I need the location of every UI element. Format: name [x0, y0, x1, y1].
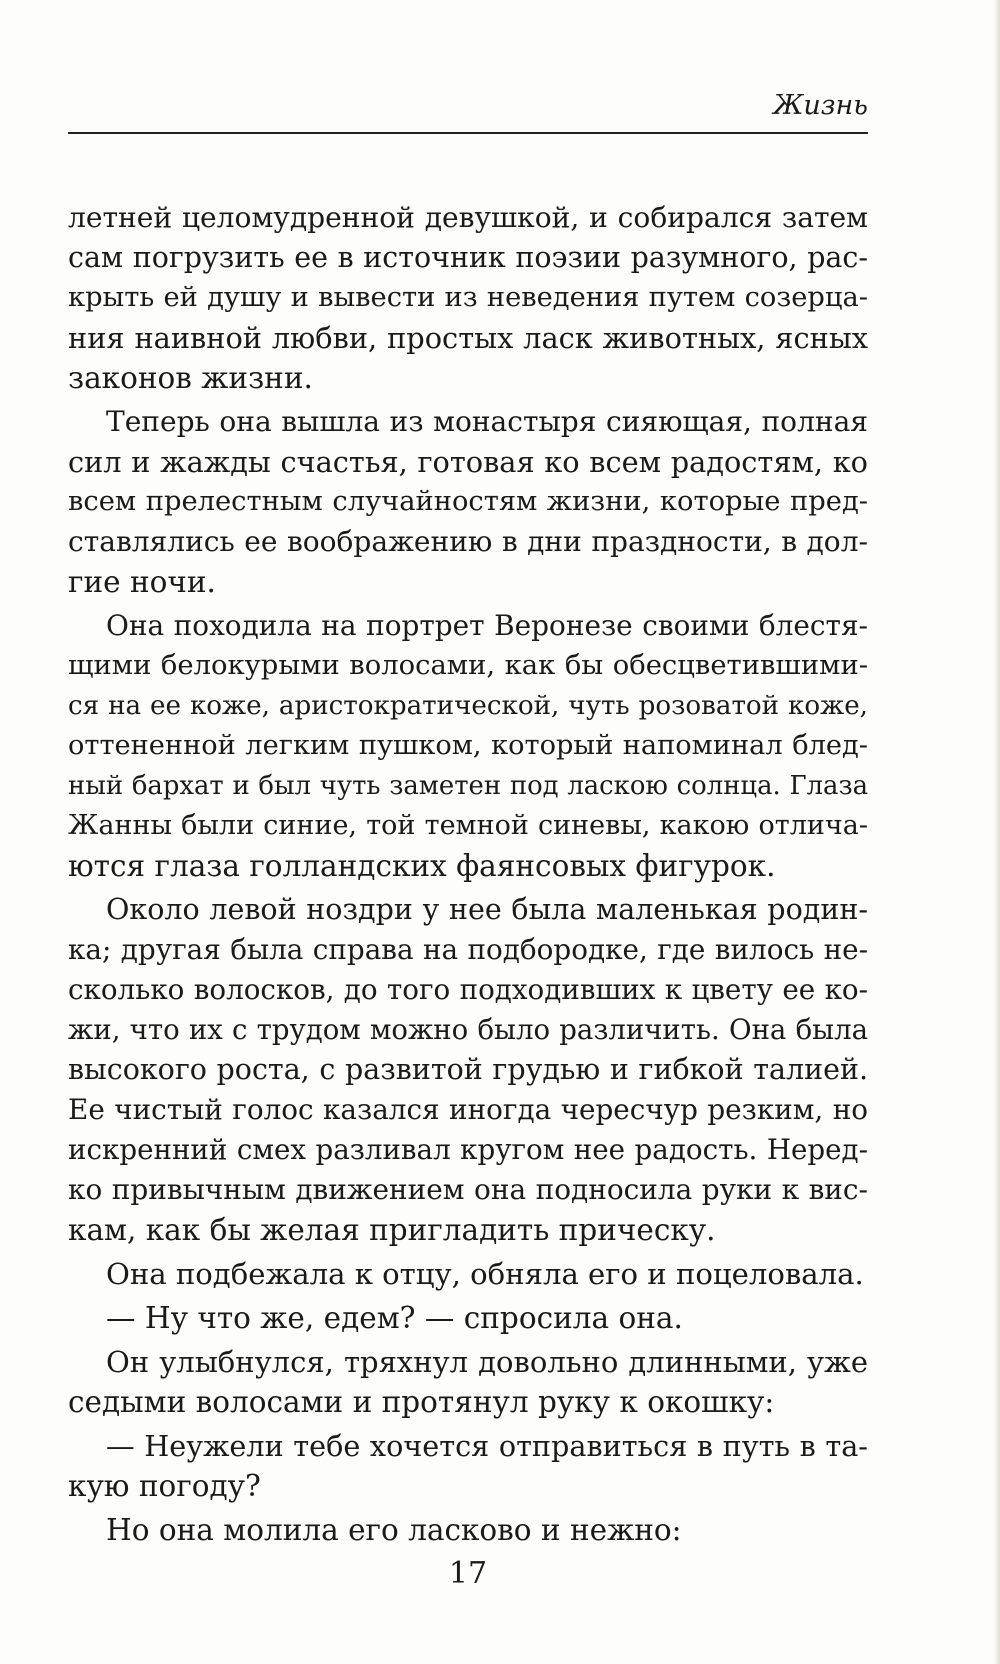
running-header: Жизнь [773, 90, 868, 121]
text-line: летней целомудренной девушкой, и собирался затем [68, 201, 868, 234]
text-line: сколько волосков, до того подходивших к цвету ее ко- [68, 973, 868, 1006]
text-line: ются глаза голландских фаянсовых фигурок. [68, 849, 776, 883]
text-line: ный бархат и был чуть заметен под ласкою солнца. Глаза [68, 771, 868, 801]
text-line: ся на ее коже, аристократической, чуть розоватой коже, [68, 691, 868, 721]
paragraph-first-line: Теперь она вышла из монастыря сияющая, полная [106, 405, 868, 438]
paragraph-first-line: Около левой ноздри у нее была маленькая родин- [106, 893, 868, 926]
text-line: кую погоду? [68, 1469, 261, 1503]
text-line: ставлялись ее воображению в дни праздности, в дол- [68, 525, 868, 558]
paragraph-first-line: Он улыбнулся, тряхнул довольно длинными, уже [106, 1345, 868, 1379]
text-line: Жанны были синие, той темной синевы, какою отлича- [68, 810, 868, 841]
body-text [68, 198, 868, 1550]
text-line: искренний смех разливал кругом нее радость. Неред- [68, 1133, 868, 1166]
text-line: сил и жажды счастья, готовая ко всем радостям, ко [68, 445, 868, 479]
text-line: Ее чистый голос казался иногда чересчур резким, но [68, 1093, 868, 1126]
dialogue-line: — Неужели тебе хочется отправиться в путь в та- [106, 1429, 868, 1463]
text-line: щими белокурыми волосами, как бы обесцветившими- [68, 650, 868, 681]
paragraph-first-line: Она подбежала к отцу, обняла его и поцеловала. [106, 1257, 864, 1291]
text-line: гие ночи. [68, 565, 216, 599]
text-line: ния наивной любви, простых ласк животных, ясных [68, 321, 868, 355]
page-edge-shadow [994, 0, 1000, 1664]
page-number: 17 [448, 1556, 488, 1591]
header-rule [68, 132, 868, 134]
text-line: сам погрузить ее в источник поэзии разумного, рас- [68, 241, 868, 274]
text-line: ка; другая была справа на подбородке, где вилось не- [68, 933, 868, 966]
text-line: крыть ей душу и вывести из неведения путем созерца- [68, 282, 868, 313]
paragraph-first-line: Она походила на портрет Веронезе своими блестя- [106, 609, 868, 642]
text-line: ко привычным движением она подносила руки к вис- [68, 1173, 868, 1206]
text-line: кам, как бы желая пригладить прическу. [68, 1213, 716, 1247]
dialogue-line: — Ну что же, едем? — спросила она. [106, 1301, 683, 1335]
paragraph-first-line: Но она молила его ласково и нежно: [106, 1513, 682, 1547]
text-line: всем прелестным случайностям жизни, которые пред- [68, 486, 868, 517]
text-line: седыми волосами и протянул руку к окошку: [68, 1385, 775, 1419]
text-line: законов жизни. [68, 361, 313, 395]
text-line: оттененной легким пушком, который напоминал блед- [68, 730, 868, 761]
text-line: жи, что их с трудом можно было различить. Она была [68, 1014, 868, 1046]
text-line: высокого роста, с развитой грудью и гибкой талией. [68, 1053, 868, 1086]
